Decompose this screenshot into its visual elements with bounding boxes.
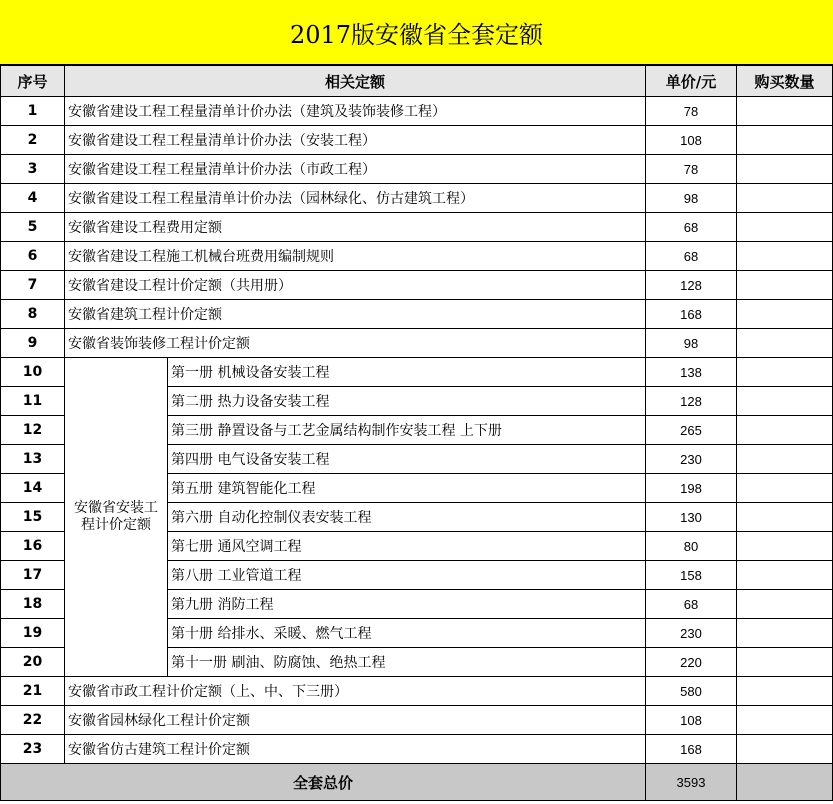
row-qty-cell[interactable] (737, 590, 833, 619)
row-price: 265 (646, 416, 737, 445)
header-qty: 购买数量 (737, 66, 833, 97)
row-price: 198 (646, 474, 737, 503)
row-name: 安徽省市政工程计价定额（上、中、下三册） (65, 677, 646, 706)
row-name: 第八册 工业管道工程 (168, 561, 646, 590)
group-label: 安徽省安装工程计价定额 (74, 500, 158, 533)
row-name: 第七册 通风空调工程 (168, 532, 646, 561)
row-qty-cell[interactable] (737, 561, 833, 590)
row-qty-cell[interactable] (737, 648, 833, 677)
row-price: 98 (646, 329, 737, 358)
table-row (1, 677, 833, 706)
row-qty-cell[interactable] (737, 242, 833, 271)
row-index: 13 (1, 445, 65, 474)
row-qty-cell[interactable] (737, 126, 833, 155)
row-price: 230 (646, 619, 737, 648)
row-index: 17 (1, 561, 65, 590)
row-price: 130 (646, 503, 737, 532)
table-row (1, 329, 833, 358)
row-index: 23 (1, 735, 65, 764)
total-row (1, 764, 833, 801)
row-index: 21 (1, 677, 65, 706)
row-qty-cell[interactable] (737, 387, 833, 416)
row-qty-cell[interactable] (737, 706, 833, 735)
table-row (1, 300, 833, 329)
row-qty-cell[interactable] (737, 416, 833, 445)
row-name: 第二册 热力设备安装工程 (168, 387, 646, 416)
row-index: 19 (1, 619, 65, 648)
row-name: 安徽省建设工程费用定额 (65, 213, 646, 242)
row-qty-cell[interactable] (737, 300, 833, 329)
row-qty-cell[interactable] (737, 358, 833, 387)
row-qty-cell[interactable] (737, 155, 833, 184)
row-name: 第十一册 刷油、防腐蚀、绝热工程 (168, 648, 646, 677)
header-index: 序号 (1, 66, 65, 97)
table-row (1, 213, 833, 242)
row-name: 安徽省建设工程工程量清单计价办法（园林绿化、仿古建筑工程） (65, 184, 646, 213)
row-index: 16 (1, 532, 65, 561)
row-price: 98 (646, 184, 737, 213)
table-row (1, 184, 833, 213)
row-index: 1 (1, 97, 65, 126)
row-name: 第一册 机械设备安装工程 (168, 358, 646, 387)
row-index: 6 (1, 242, 65, 271)
table-row (1, 242, 833, 271)
row-name: 安徽省建设工程计价定额（共用册） (65, 271, 646, 300)
row-qty-cell[interactable] (737, 532, 833, 561)
row-index: 2 (1, 126, 65, 155)
row-price: 128 (646, 387, 737, 416)
row-index: 12 (1, 416, 65, 445)
header-price: 单价/元 (646, 66, 737, 97)
row-index: 3 (1, 155, 65, 184)
table-row (1, 155, 833, 184)
row-price: 68 (646, 590, 737, 619)
row-price: 108 (646, 126, 737, 155)
row-name: 安徽省建设工程工程量清单计价办法（安装工程） (65, 126, 646, 155)
row-price: 138 (646, 358, 737, 387)
row-price: 580 (646, 677, 737, 706)
row-qty-cell[interactable] (737, 213, 833, 242)
row-index: 14 (1, 474, 65, 503)
header-row (1, 66, 833, 97)
row-name: 安徽省建筑工程计价定额 (65, 300, 646, 329)
row-qty-cell[interactable] (737, 97, 833, 126)
row-index: 7 (1, 271, 65, 300)
row-index: 10 (1, 358, 65, 387)
row-price: 158 (646, 561, 737, 590)
row-name: 安徽省建设工程工程量清单计价办法（建筑及装饰装修工程） (65, 97, 646, 126)
row-price: 108 (646, 706, 737, 735)
header-name: 相关定额 (65, 66, 646, 97)
total-label: 全套总价 (1, 764, 646, 801)
table-row (1, 126, 833, 155)
row-name: 安徽省装饰装修工程计价定额 (65, 329, 646, 358)
row-qty-cell[interactable] (737, 503, 833, 532)
row-index: 22 (1, 706, 65, 735)
row-name: 安徽省园林绿化工程计价定额 (65, 706, 646, 735)
row-name: 第三册 静置设备与工艺金属结构制作安装工程 上下册 (168, 416, 646, 445)
row-price: 168 (646, 735, 737, 764)
row-qty-cell[interactable] (737, 445, 833, 474)
table-body (1, 97, 833, 801)
row-qty-cell[interactable] (737, 271, 833, 300)
table-row (1, 735, 833, 764)
row-price: 80 (646, 532, 737, 561)
table-row (1, 706, 833, 735)
row-qty-cell[interactable] (737, 735, 833, 764)
row-index: 15 (1, 503, 65, 532)
group-label-cell (65, 358, 168, 677)
row-name: 安徽省仿古建筑工程计价定额 (65, 735, 646, 764)
row-qty-cell[interactable] (737, 474, 833, 503)
row-price: 68 (646, 213, 737, 242)
row-index: 5 (1, 213, 65, 242)
row-name: 第九册 消防工程 (168, 590, 646, 619)
row-name: 安徽省建设工程施工机械台班费用编制规则 (65, 242, 646, 271)
row-name: 第六册 自动化控制仪表安装工程 (168, 503, 646, 532)
row-index: 18 (1, 590, 65, 619)
row-price: 68 (646, 242, 737, 271)
total-price: 3593 (646, 764, 737, 801)
quota-table (0, 65, 833, 801)
row-price: 230 (646, 445, 737, 474)
table-row (1, 271, 833, 300)
row-qty-cell[interactable] (737, 677, 833, 706)
row-index: 11 (1, 387, 65, 416)
row-index: 9 (1, 329, 65, 358)
row-price: 128 (646, 271, 737, 300)
row-price: 220 (646, 648, 737, 677)
row-name: 安徽省建设工程工程量清单计价办法（市政工程） (65, 155, 646, 184)
row-qty-cell[interactable] (737, 184, 833, 213)
row-index: 20 (1, 648, 65, 677)
sheet-title: 2017版安徽省全套定额 (0, 0, 833, 65)
row-name: 第四册 电气设备安装工程 (168, 445, 646, 474)
row-price: 78 (646, 155, 737, 184)
row-index: 4 (1, 184, 65, 213)
row-name: 第十册 给排水、采暖、燃气工程 (168, 619, 646, 648)
total-qty-cell (737, 764, 833, 801)
row-qty-cell[interactable] (737, 619, 833, 648)
row-price: 78 (646, 97, 737, 126)
table-row (1, 358, 833, 387)
table-row (1, 97, 833, 126)
row-qty-cell[interactable] (737, 329, 833, 358)
row-name: 第五册 建筑智能化工程 (168, 474, 646, 503)
row-index: 8 (1, 300, 65, 329)
row-price: 168 (646, 300, 737, 329)
